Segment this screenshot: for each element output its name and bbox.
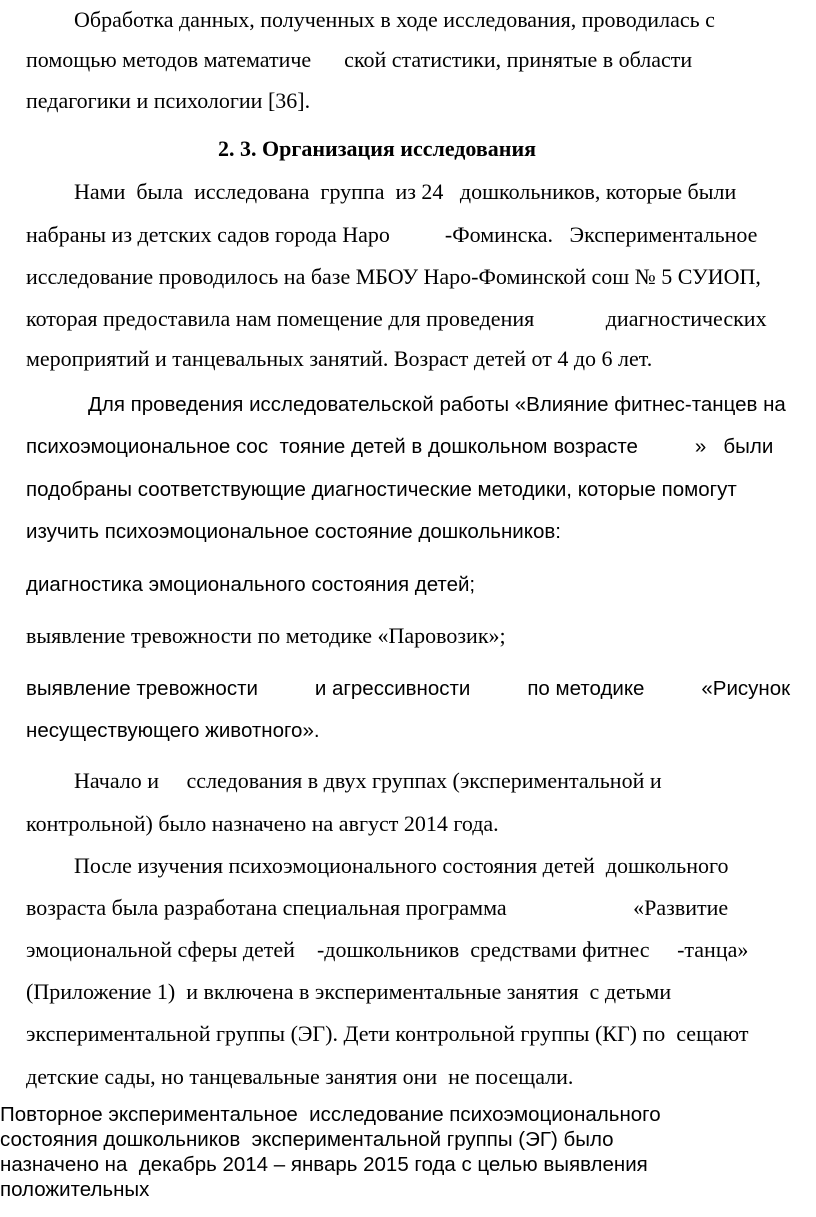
list-item: несуществующего животного».	[26, 719, 320, 742]
text-line: исследование проводилось на базе МБОУ Наро-Фоминской сош № 5 СУИОП,	[26, 264, 761, 289]
list-item: диагностика эмоционального состояния детей;	[26, 573, 476, 596]
text-line: Для проведения исследовательской работы «Влияние фитнес-танцев на	[88, 393, 786, 416]
text-line: экспериментальной группы (ЭГ). Дети контрольной группы (КГ) по сещают	[26, 1021, 749, 1046]
text-line: помощью методов математиче ской статистики, принятые в области	[26, 47, 693, 72]
list-item: выявление тревожности и агрессивности по методике «Рисунок	[26, 677, 791, 700]
text-line: психоэмоциональное сос тояние детей в дошкольном возрасте » были	[26, 435, 774, 458]
text-line: Нами была исследована группа из 24 дошкольников, которые были	[74, 179, 737, 204]
text-line: изучить психоэмоциональное состояние дошкольников:	[26, 520, 561, 543]
text-line: назначено на декабрь 2014 – январь 2015 года с целью выявления	[0, 1153, 648, 1176]
text-line: Начало и сследования в двух группах (экспериментальной и	[74, 768, 662, 793]
text-line: Обработка данных, полученных в ходе исследования, проводилась с	[74, 7, 715, 32]
text-line: возраста была разработана специальная программа «Развитие	[26, 895, 729, 920]
text-line: контрольной) было назначено на август 2014 года.	[26, 811, 499, 836]
text-line: педагогики и психологии [36].	[26, 88, 311, 113]
text-line: детские сады, но танцевальные занятия они не посещали.	[26, 1064, 574, 1089]
text-line: эмоциональной сферы детей -дошкольников средствами фитнес -танца»	[26, 937, 749, 962]
text-line: (Приложение 1) и включена в экспериментальные занятия с детьми	[26, 979, 672, 1004]
text-line: мероприятий и танцевальных занятий. Возраст детей от 4 до 6 лет.	[26, 346, 653, 371]
text-line: подобраны соответствующие диагностические методики, которые помогут	[26, 478, 737, 501]
text-line: состояния дошкольников экспериментальной группы (ЭГ) было	[0, 1128, 614, 1151]
text-line: набраны из детских садов города Наро -Фоминска. Экспериментальное	[26, 222, 758, 247]
text-line: положительных	[0, 1178, 150, 1201]
text-line: Повторное экспериментальное исследование психоэмоционального	[0, 1103, 661, 1126]
closing-paragraph	[0, 1102, 816, 1202]
text-line: После изучения психоэмоционального состояния детей дошкольного	[74, 853, 729, 878]
text-line: которая предоставила нам помещение для проведения диагностических	[26, 306, 767, 331]
section-heading: 2. 3. Организация исследования	[218, 136, 537, 161]
list-item: выявление тревожности по методике «Паровозик»;	[26, 623, 506, 648]
